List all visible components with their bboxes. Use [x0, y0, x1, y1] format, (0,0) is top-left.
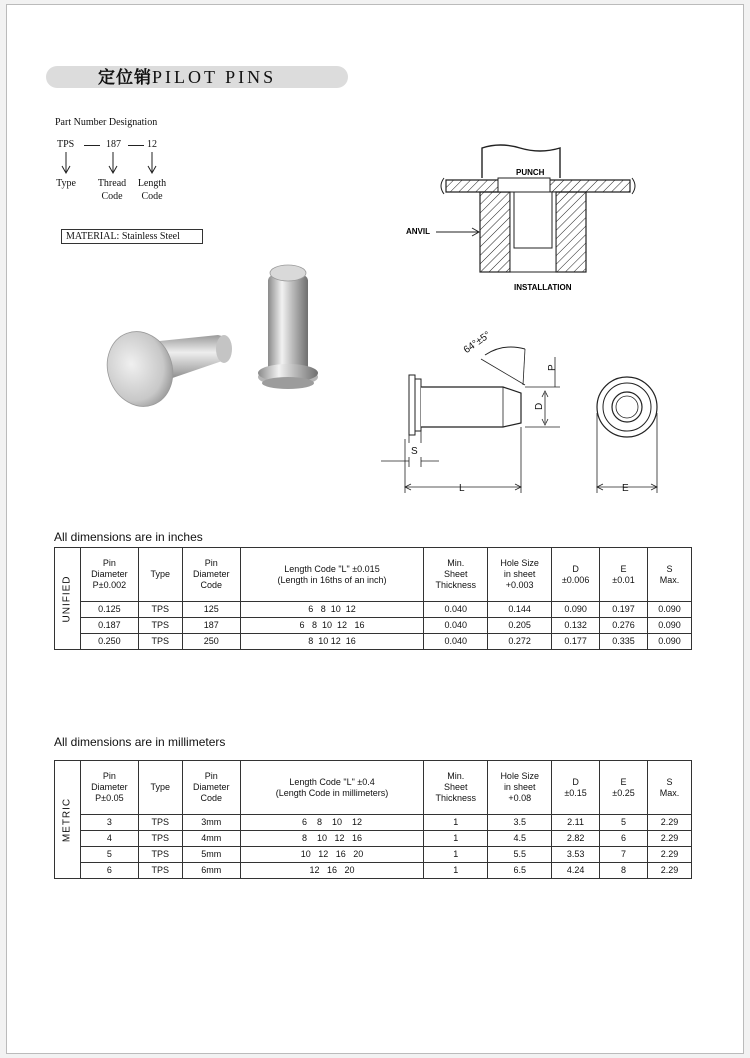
column-header: [240, 548, 424, 602]
column-header-line: Pin: [102, 771, 116, 781]
side-label-text: UNIFIED: [61, 575, 73, 622]
column-header: [240, 761, 424, 815]
title-english: PILOT PINS: [152, 67, 277, 87]
table-cell: 4mm: [182, 831, 240, 847]
dimension-drawing: [375, 315, 675, 500]
table-cell: 7: [600, 847, 648, 863]
column-header-line: +0.003: [505, 580, 534, 590]
table-cell: 2.29: [647, 863, 691, 879]
table-cell: 0.040: [424, 618, 488, 634]
page-title: [98, 66, 276, 88]
column-header-line: Hole Size: [500, 558, 539, 568]
column-header-line: Type: [150, 569, 171, 579]
table-cell: 3mm: [182, 815, 240, 831]
table-cell: 8: [600, 863, 648, 879]
column-header-line: D: [572, 563, 579, 574]
column-header-line: ±0.25: [612, 787, 635, 798]
metric-caption: All dimensions are in millimeters: [54, 735, 226, 749]
table-cell: 0.177: [552, 634, 600, 650]
table-side-label: [55, 761, 81, 879]
column-header-line: P±0.002: [92, 580, 127, 590]
part-label-line: Code: [141, 191, 163, 202]
table-cell: 1: [424, 831, 488, 847]
column-header: [488, 761, 552, 815]
column-header-line: Diameter: [192, 782, 230, 792]
column-header-line: P±0.05: [95, 793, 124, 803]
column-header: [80, 548, 138, 602]
column-header-line: Length Code "L" ±0.4: [289, 776, 375, 787]
down-arrow-icon: [61, 152, 71, 174]
column-header-line: Max.: [659, 787, 680, 798]
table-cell: 0.090: [647, 618, 691, 634]
table-cell: 0.125: [80, 602, 138, 618]
table-cell: 1: [424, 863, 488, 879]
column-header-line: Min.: [447, 558, 465, 568]
column-header-line: S: [666, 776, 673, 787]
down-arrow-icon: [147, 152, 157, 174]
table-cell: 0.272: [488, 634, 552, 650]
installation-diagram: [400, 140, 640, 300]
table-cell: 4.24: [552, 863, 600, 879]
l-label: L: [459, 483, 465, 494]
table-cell: 4.5: [488, 831, 552, 847]
column-header-line: in sheet: [503, 569, 536, 579]
column-header-line: in sheet: [503, 782, 536, 792]
column-header-line: D: [572, 776, 579, 787]
part-label-length: [133, 177, 171, 203]
column-header-line: E: [620, 776, 627, 787]
table-cell: 0.144: [488, 602, 552, 618]
table-cell: 0.090: [647, 634, 691, 650]
column-header-line: ±0.01: [612, 574, 635, 585]
table-header-row: [55, 761, 692, 815]
table-cell: 0.197: [600, 602, 648, 618]
part-code-thread: 187: [106, 139, 121, 150]
table-row: [55, 831, 692, 847]
table-cell: 2.82: [552, 831, 600, 847]
table-cell: 5.5: [488, 847, 552, 863]
table-cell: 125: [182, 602, 240, 618]
table-cell: 0.132: [552, 618, 600, 634]
table-cell: 12 16 20: [240, 863, 424, 879]
table-cell: 5mm: [182, 847, 240, 863]
table-cell: TPS: [138, 602, 182, 618]
table-cell: 2.29: [647, 847, 691, 863]
column-header: [424, 761, 488, 815]
column-header: [182, 761, 240, 815]
table-cell: 0.276: [600, 618, 648, 634]
table-cell: 0.090: [552, 602, 600, 618]
table-cell: 0.205: [488, 618, 552, 634]
part-label-line: Length: [137, 178, 167, 189]
table-cell: 2.11: [552, 815, 600, 831]
table-cell: 6 8 10 12: [240, 602, 424, 618]
column-header-line: Sheet: [444, 569, 468, 579]
anvil-label: ANVIL: [406, 227, 430, 236]
column-header-line: Thickness: [435, 580, 477, 590]
part-label-line: Thread: [97, 178, 127, 189]
part-code-dash: [128, 145, 144, 146]
column-header-line: (Length in 16ths of an inch): [277, 574, 387, 585]
title-chinese: 定位销: [98, 68, 152, 88]
table-cell: 1: [424, 847, 488, 863]
table-cell: 10 12 16 20: [240, 847, 424, 863]
column-header: [80, 761, 138, 815]
table-cell: 3.53: [552, 847, 600, 863]
table-cell: 2.29: [647, 831, 691, 847]
table-cell: 6: [600, 831, 648, 847]
column-header: [138, 548, 182, 602]
table-row: [55, 618, 692, 634]
table-cell: 6 8 10 12 16: [240, 618, 424, 634]
table-cell: 187: [182, 618, 240, 634]
column-header-line: Type: [150, 782, 171, 792]
column-header: [182, 548, 240, 602]
table-cell: TPS: [138, 815, 182, 831]
column-header-line: Sheet: [444, 782, 468, 792]
column-header: [647, 761, 691, 815]
table-cell: 0.335: [600, 634, 648, 650]
column-header-line: Diameter: [192, 569, 230, 579]
table-row: [55, 634, 692, 650]
table-cell: 4: [80, 831, 138, 847]
table-cell: 5: [80, 847, 138, 863]
table-header-row: [55, 548, 692, 602]
table-side-label: [55, 548, 81, 650]
material-box: MATERIAL: Stainless Steel: [61, 229, 203, 244]
column-header-line: Pin: [102, 558, 116, 568]
column-header: [552, 548, 600, 602]
table-cell: 2.29: [647, 815, 691, 831]
angle-label: 64°±5°: [461, 329, 493, 356]
table-cell: 0.040: [424, 602, 488, 618]
column-header-line: Length Code "L" ±0.015: [284, 563, 380, 574]
column-header-line: Max.: [659, 574, 680, 585]
table-cell: 3: [80, 815, 138, 831]
d-label: D: [534, 402, 545, 410]
part-label-type: [50, 177, 82, 190]
table-cell: 6mm: [182, 863, 240, 879]
column-header-line: ±0.15: [564, 787, 587, 798]
metric-table: [54, 760, 692, 879]
table-cell: 0.040: [424, 634, 488, 650]
column-header: [600, 548, 648, 602]
column-header: [488, 548, 552, 602]
column-header-line: Code: [200, 580, 222, 590]
column-header-line: Pin: [204, 558, 218, 568]
column-header: [647, 548, 691, 602]
table-row: [55, 847, 692, 863]
column-header: [600, 761, 648, 815]
unified-table: [54, 547, 692, 650]
column-header-line: Pin: [204, 771, 218, 781]
table-row: [55, 602, 692, 618]
table-row: [55, 863, 692, 879]
side-label-text: METRIC: [61, 797, 73, 842]
installation-caption: INSTALLATION: [514, 283, 572, 292]
column-header-line: E: [620, 563, 627, 574]
table-row: [55, 815, 692, 831]
part-code-type: TPS: [57, 139, 75, 150]
part-label-line: Type: [56, 178, 76, 189]
unified-caption: All dimensions are in inches: [54, 530, 203, 544]
pilot-pin-photo: [100, 255, 340, 435]
table-cell: TPS: [138, 831, 182, 847]
table-cell: 5: [600, 815, 648, 831]
table-cell: 3.5: [488, 815, 552, 831]
e-label: E: [622, 483, 629, 494]
column-header-line: ±0.006: [561, 574, 590, 585]
part-number-heading: Part Number Designation: [55, 117, 158, 128]
column-header-line: Diameter: [91, 782, 128, 792]
column-header: [424, 548, 488, 602]
table-cell: TPS: [138, 634, 182, 650]
table-cell: 1: [424, 815, 488, 831]
down-arrow-icon: [108, 152, 118, 174]
table-cell: 6.5: [488, 863, 552, 879]
punch-label: PUNCH: [516, 168, 545, 177]
table-cell: 0.090: [647, 602, 691, 618]
column-header-line: Diameter: [91, 569, 128, 579]
column-header-line: S: [666, 563, 673, 574]
table-cell: 0.250: [80, 634, 138, 650]
table-cell: 0.187: [80, 618, 138, 634]
part-code-length: 12: [147, 139, 157, 150]
table-cell: 8 10 12 16: [240, 634, 424, 650]
column-header-line: (Length Code in millimeters): [275, 787, 389, 798]
table-cell: 8 10 12 16: [240, 831, 424, 847]
column-header: [138, 761, 182, 815]
part-label-thread: [92, 177, 132, 203]
table-cell: 250: [182, 634, 240, 650]
column-header-line: Min.: [447, 771, 465, 781]
table-cell: 6 8 10 12: [240, 815, 424, 831]
table-cell: 6: [80, 863, 138, 879]
table-cell: TPS: [138, 618, 182, 634]
column-header-line: Hole Size: [500, 771, 539, 781]
column-header: [552, 761, 600, 815]
column-header-line: Code: [200, 793, 222, 803]
p-label: P: [547, 364, 558, 371]
column-header-line: Thickness: [435, 793, 477, 803]
s-label: S: [411, 446, 418, 457]
part-code-dash: [84, 145, 100, 146]
column-header-line: +0.08: [508, 793, 532, 803]
part-label-line: Code: [101, 191, 123, 202]
table-cell: TPS: [138, 847, 182, 863]
table-cell: TPS: [138, 863, 182, 879]
